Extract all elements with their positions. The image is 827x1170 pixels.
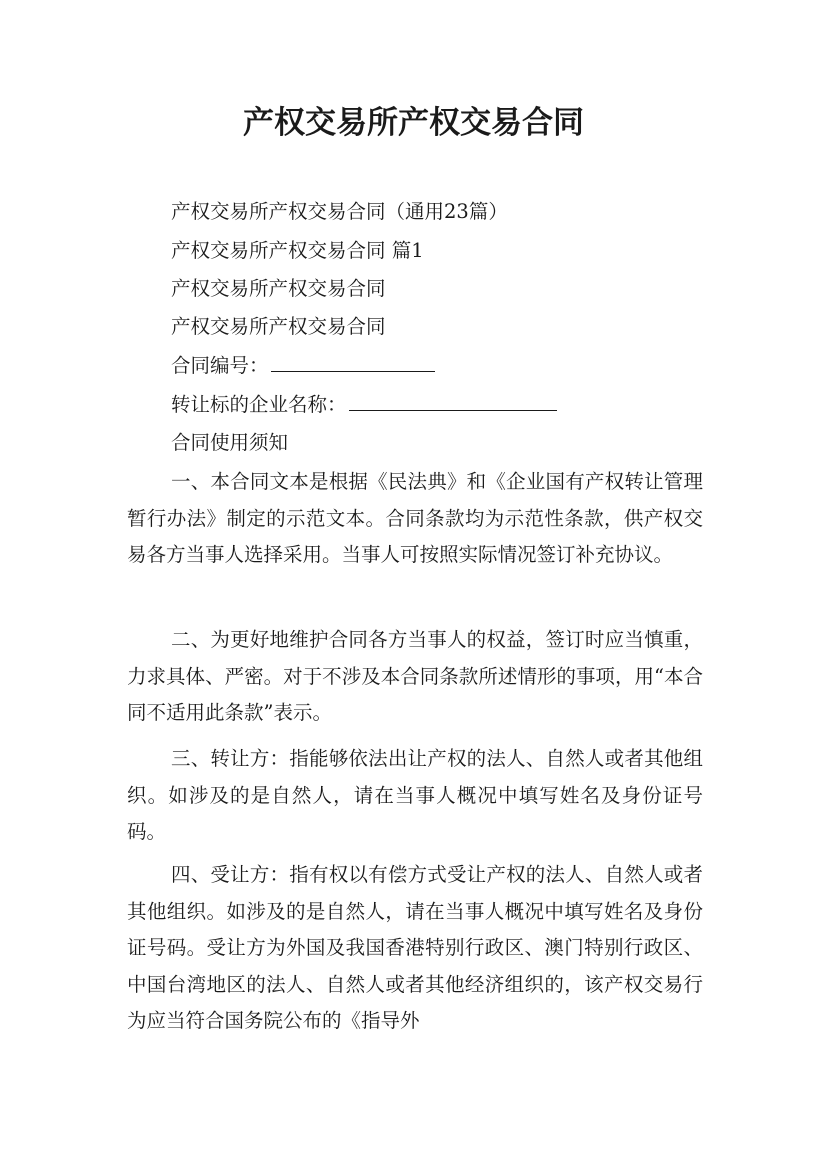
notice-paragraph-3: 三、转让方：指能够依法出让产权的法人、自然人或者其他组织。如涉及的是自然人，请在当事人概况中填写姓名及身份证号码。	[127, 747, 703, 844]
contract-number-blank	[271, 352, 435, 372]
contract-number-label: 合同编号：	[171, 354, 269, 377]
notice-paragraph-1: 一、本合同文本是根据《民法典》和《企业国有产权转让管理暂行办法》制定的示范文本。合同条款均为示范性条款，供产权交易各方当事人选择采用。当事人可按照实际情况签订补充协议。	[127, 470, 703, 567]
contract-number-row	[171, 351, 435, 381]
chapter-heading: 产权交易所产权交易合同 篇1	[171, 239, 424, 262]
notice-paragraph-2: 二、为更好地维护合同各方当事人的权益，签订时应当慎重，力求具体、严密。对于不涉及本合同条款所述情形的事项，用“本合同不适用此条款”表示。	[127, 628, 703, 725]
target-company-label: 转让标的企业名称：	[171, 393, 347, 416]
notice-paragraph-4: 四、受让方：指有权以有偿方式受让产权的法人、自然人或者其他组织。如涉及的是自然人，请在当事人概况中填写姓名及身份证号码。受让方为外国及我国香港特别行政区、澳门特别行政区、中国台湾地区的法人、自然人或者其他经济组织的，该产权交易行为应当符合国务院公布的《指导外	[127, 863, 703, 1033]
document-subtitle: 产权交易所产权交易合同（通用23篇）	[171, 200, 508, 223]
notice-heading: 合同使用须知	[171, 431, 289, 454]
target-company-row	[171, 390, 557, 420]
contract-heading-1: 产权交易所产权交易合同	[171, 277, 386, 300]
document-title: 产权交易所产权交易合同	[243, 105, 584, 141]
contract-heading-2: 产权交易所产权交易合同	[171, 315, 386, 338]
target-company-blank	[349, 391, 557, 411]
